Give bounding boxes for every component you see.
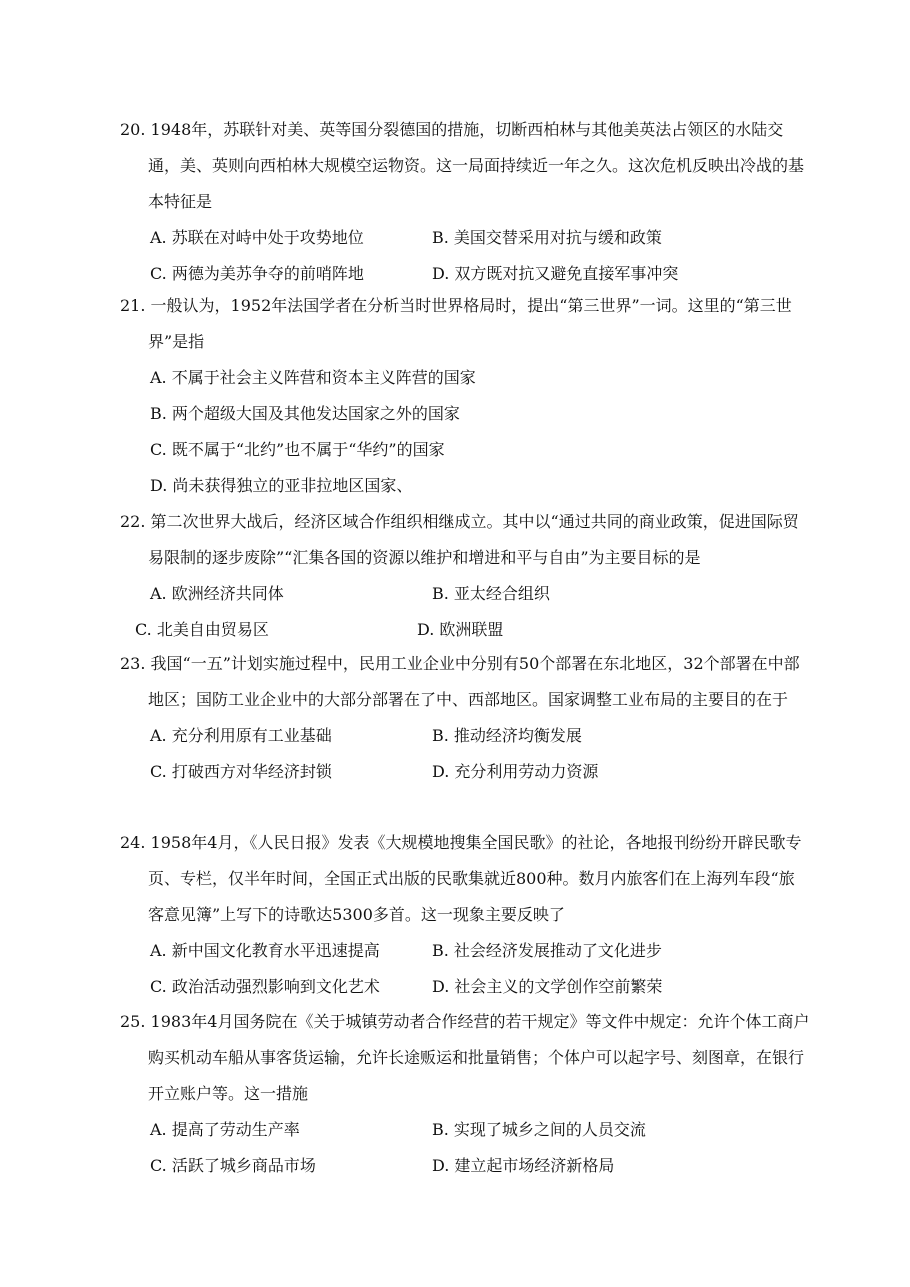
option-a: A. 提高了劳动生产率 bbox=[150, 1120, 300, 1139]
question-stem: 21. 一般认为，1952年法国学者在分析当时世界格局时，提出“第三世界”一词。这里的“第三世界”是指 bbox=[120, 296, 792, 351]
option-b: B. 实现了城乡之间的人员交流 bbox=[432, 1120, 646, 1139]
option-a: A. 新中国文化教育水平迅速提高 bbox=[150, 941, 380, 960]
question-stem: 25. 1983年4月国务院在《关于城镇劳动者合作经营的若干规定》等文件中规定：允许个体工商户购买机动车船从事客货运输，允许长途贩运和批量销售；个体户可以起字号、刻图章，在银行开立账户等。这一措施 bbox=[120, 1012, 810, 1103]
option-b: B. 社会经济发展推动了文化进步 bbox=[432, 941, 662, 960]
option-c: C. 北美自由贸易区 bbox=[135, 620, 269, 639]
option-d: D. 尚未获得独立的亚非拉地区国家、 bbox=[150, 476, 413, 495]
option-a: A. 充分利用原有工业基础 bbox=[150, 726, 332, 745]
option-c: C. 两德为美苏争夺的前哨阵地 bbox=[150, 264, 364, 283]
option-c: C. 既不属于“北约”也不属于“华约”的国家 bbox=[150, 440, 445, 459]
option-b: B. 美国交替采用对抗与缓和政策 bbox=[432, 228, 662, 247]
option-d: D. 社会主义的文学创作空前繁荣 bbox=[432, 977, 663, 996]
question-24 bbox=[120, 825, 810, 1005]
option-d: D. 欧洲联盟 bbox=[417, 620, 504, 639]
question-23 bbox=[120, 646, 810, 790]
question-stem: 23. 我国“一五”计划实施过程中，民用工业企业中分别有50个部署在东北地区，32个部署在中部地区；国防工业企业中的大部分部署在了中、西部地区。国家调整工业布局的主要目的在于 bbox=[120, 654, 800, 709]
option-b: B. 两个超级大国及其他发达国家之外的国家 bbox=[150, 404, 460, 423]
option-d: D. 双方既对抗又避免直接军事冲突 bbox=[432, 264, 679, 283]
option-d: D. 建立起市场经济新格局 bbox=[432, 1156, 615, 1175]
question-22 bbox=[120, 504, 810, 648]
option-b: B. 亚太经合组织 bbox=[432, 584, 550, 603]
question-stem: 20. 1948年，苏联针对美、英等国分裂德国的措施，切断西柏林与其他美英法占领区的水陆交通，美、英则向西柏林大规模空运物资。这一局面持续近一年之久。这次危机反映出冷战的基本特征是 bbox=[120, 120, 805, 211]
option-a: A. 欧洲经济共同体 bbox=[150, 584, 284, 603]
option-d: D. 充分利用劳动力资源 bbox=[432, 762, 599, 781]
option-b: B. 推动经济均衡发展 bbox=[432, 726, 582, 745]
question-25 bbox=[120, 1004, 810, 1184]
option-a: A. 苏联在对峙中处于攻势地位 bbox=[150, 228, 364, 247]
option-c: C. 政治活动强烈影响到文化艺术 bbox=[150, 977, 380, 996]
option-c: C. 活跃了城乡商品市场 bbox=[150, 1156, 316, 1175]
question-21 bbox=[120, 288, 810, 504]
question-stem: 24. 1958年4月，《人民日报》发表《大规模地搜集全国民歌》的社论，各地报刊纷纷开辟民歌专页、专栏，仅半年时间，全国正式出版的民歌集就近800种。数月内旅客们在上海列车段“旅客意见簿”上写下的诗歌达5300多首。这一现象主要反映了 bbox=[120, 833, 802, 924]
question-20 bbox=[120, 112, 810, 292]
option-c: C. 打破西方对华经济封锁 bbox=[150, 762, 332, 781]
question-stem: 22. 第二次世界大战后，经济区域合作组织相继成立。其中以“通过共同的商业政策，促进国际贸易限制的逐步废除”“汇集各国的资源以维护和增进和平与自由”为主要目标的是 bbox=[120, 512, 799, 567]
option-a: A. 不属于社会主义阵营和资本主义阵营的国家 bbox=[150, 368, 476, 387]
